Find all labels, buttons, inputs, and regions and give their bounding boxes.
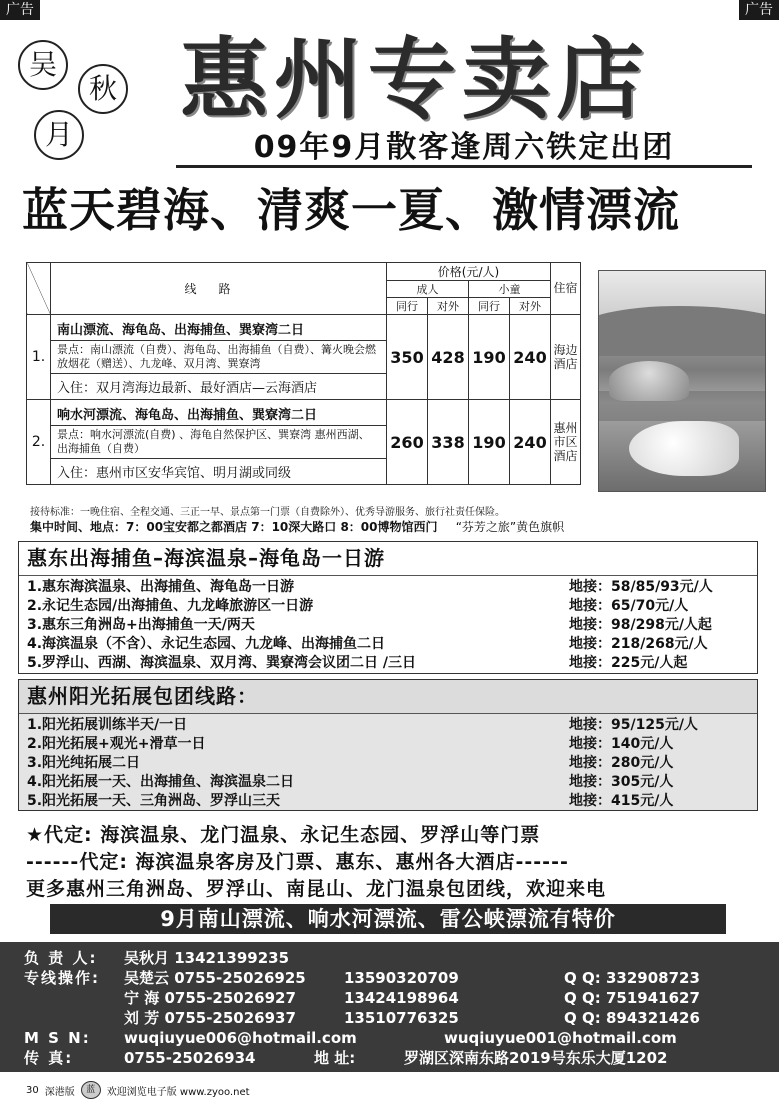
item-name: 5.罗浮山、西湖、海滨温泉、双月湾、巽寮湾会议团二日 /三日 [27,655,417,671]
route-title: 响水河漂流、海龟岛、出海捕鱼、巽寮湾二日 [51,400,387,426]
item-name: 3.阳光纯拓展二日 [27,755,141,771]
list-item [27,716,749,735]
list-item [27,654,749,673]
address-label: 地 址: [314,1049,356,1067]
huidong-title: 惠东出海捕鱼–海滨温泉–海龟岛一日游 [19,542,757,576]
col-child-header: 小童 [469,281,551,298]
special-offer-banner: 9月南山漂流、响水河漂流、雷公峡漂流有特价 [50,904,726,934]
sunshine-section [18,679,758,811]
name-char-2: 秋 [78,64,128,114]
route-title: 南山漂流、海龟岛、出海捕鱼、巽寮湾二日 [51,315,387,341]
item-price: 地接：415元/人 [569,793,674,809]
item-name: 1.惠东海滨温泉、出海捕鱼、海龟岛一日游 [27,579,295,595]
child-public-price: 240 [510,315,551,400]
item-price: 地接：140元/人 [569,736,674,752]
meeting-info [30,518,564,535]
page-number: 30 [26,1084,39,1096]
promo-more-routes: 更多惠州三角洲岛、罗浮山、南昆山、龙门温泉包团线，欢迎来电 [26,878,607,900]
ops-qq: Q Q: 332908723 [564,969,700,987]
footer-note[interactable]: 欢迎浏览电子版 www.zyoo.net [106,1086,250,1098]
ops-mobile: 13424198964 [344,989,459,1007]
col-route-header: 线路 [51,263,387,315]
sunshine-title: 惠州阳光拓展包团线路： [19,680,757,714]
col-adult-peer: 同行 [387,298,428,315]
list-item [27,578,749,597]
item-name: 4.海滨温泉（不含）、永记生态园、九龙峰、出海捕鱼二日 [27,636,386,652]
item-price: 地接：280元/人 [569,755,674,771]
name-char-1: 吴 [18,40,68,90]
msn-label: M S N: [24,1029,91,1047]
list-item [27,792,749,811]
item-name: 3.惠东三角洲岛+出海捕鱼一天/两天 [27,617,255,633]
hotel-type: 海边酒店 [551,315,581,400]
child-peer-price: 190 [469,400,510,485]
promo-tickets: ★代定: 海滨温泉、龙门温泉、永记生态园、罗浮山等门票 [26,824,541,846]
item-price: 地接：305元/人 [569,774,674,790]
meeting-text: 集中时间、地点：7：00宝安都之都酒店 7：10深大路口 8：00博物馆西门 [30,520,438,534]
item-price: 地接：218/268元/人 [569,636,708,652]
table-row [27,400,581,426]
item-price: 地接：58/85/93元/人 [569,579,713,595]
child-peer-price: 190 [469,315,510,400]
msn-2[interactable]: wuqiuyue001@hotmail.com [444,1029,677,1047]
adult-peer-price: 350 [387,315,428,400]
photo-hill [598,306,766,356]
route-desc: 景点：南山漂流（自费）、海龟岛、出海捕鱼（自费）、篝火晚会燃放烟花（赠送）、九龙峰、双月湾、巽寮湾 [51,341,387,374]
date-banner: 09年9月散客逢周六铁定出团 [176,130,752,168]
list-item [27,773,749,792]
col-stay-header: 住宿 [551,263,581,315]
col-price-header: 价格(元/人) [387,263,551,281]
route-index: 2. [27,400,51,485]
item-price: 地接：225元/人起 [569,655,688,671]
ops-name-phone: 宁 海 0755-25026927 [124,989,296,1007]
manager-label: 负 责 人: [24,949,98,967]
manager-value: 吴秋月 13421399235 [124,949,290,967]
name-char-3: 月 [34,110,84,160]
page-title: 惠州专卖店 [180,28,651,131]
col-adult-header: 成人 [387,281,469,298]
huidong-section [18,541,758,674]
slogan: 蓝天碧海、清爽一夏、激情漂流 [22,183,680,237]
route-desc: 景点：响水河漂流(自费) 、海龟自然保护区、巽寮湾 惠州西湖、出海捕鱼（自费） [51,426,387,459]
photo-dome [609,361,689,401]
adult-public-price: 338 [428,400,469,485]
list-item [27,635,749,654]
meeting-flag: “芬芳之旅”黄色旗帜 [455,520,565,534]
list-item [27,735,749,754]
adult-public-price: 428 [428,315,469,400]
service-standards: 接待标准：一晚住宿、全程交通、三正一早、景点第一门票（自费除外）、优秀导游服务、旅行社责任保险。 [30,507,505,518]
page-footer [26,1081,250,1099]
fax-label: 传 真: [24,1049,74,1067]
item-name: 2.永记生态园/出海捕鱼、九龙峰旅游区一日游 [27,598,314,614]
fax-value: 0755-25026934 [124,1049,256,1067]
list-item [27,616,749,635]
contact-panel [0,942,779,1072]
table-corner [27,263,51,315]
list-item [27,597,749,616]
ops-label: 专线操作: [24,969,100,987]
route-index: 1. [27,315,51,400]
ops-qq: Q Q: 894321426 [564,1009,700,1027]
ad-tag-right: 广告 [739,0,779,20]
ops-qq: Q Q: 751941627 [564,989,700,1007]
hotel-type: 惠州市区酒店 [551,400,581,485]
item-name: 4.阳光拓展一天、出海捕鱼、海滨温泉二日 [27,774,295,790]
item-name: 2.阳光拓展+观光+滑草一日 [27,736,206,752]
item-name: 5.阳光拓展一天、三角洲岛、罗浮山三天 [27,793,281,809]
col-adult-public: 对外 [428,298,469,315]
list-item [27,754,749,773]
publication-logo-icon: 蓝 [81,1081,101,1099]
col-child-public: 对外 [510,298,551,315]
item-price: 地接：65/70元/人 [569,598,689,614]
col-child-peer: 同行 [469,298,510,315]
edition: 深港版 [44,1086,75,1098]
ad-tag-left: 广告 [0,0,40,20]
route-stay: 入住：惠州市区安华宾馆、明月湖或同级 [51,459,387,485]
address-value: 罗湖区深南东路2019号东乐大厦1202 [404,1049,668,1067]
resort-photo [598,270,766,492]
item-price: 地接：98/298元/人起 [569,617,712,633]
adult-peer-price: 260 [387,400,428,485]
promo-hotels: ------代定: 海滨温泉客房及门票、惠东、惠州各大酒店------ [26,851,569,873]
table-row [27,315,581,341]
item-price: 地接：95/125元/人 [569,717,698,733]
route-stay: 入住：双月湾海边最新、最好酒店—云海酒店 [51,374,387,400]
ops-mobile: 13510776325 [344,1009,459,1027]
msn-1[interactable]: wuqiuyue006@hotmail.com [124,1029,357,1047]
ops-name-phone: 吴楚云 0755-25026925 [124,969,306,987]
ops-mobile: 13590320709 [344,969,459,987]
manager-name-badges [18,36,138,156]
child-public-price: 240 [510,400,551,485]
ops-name-phone: 刘 芳 0755-25026937 [124,1009,296,1027]
price-table [26,262,581,485]
item-name: 1.阳光拓展训练半天/一日 [27,717,188,733]
photo-shell-building [629,421,739,476]
